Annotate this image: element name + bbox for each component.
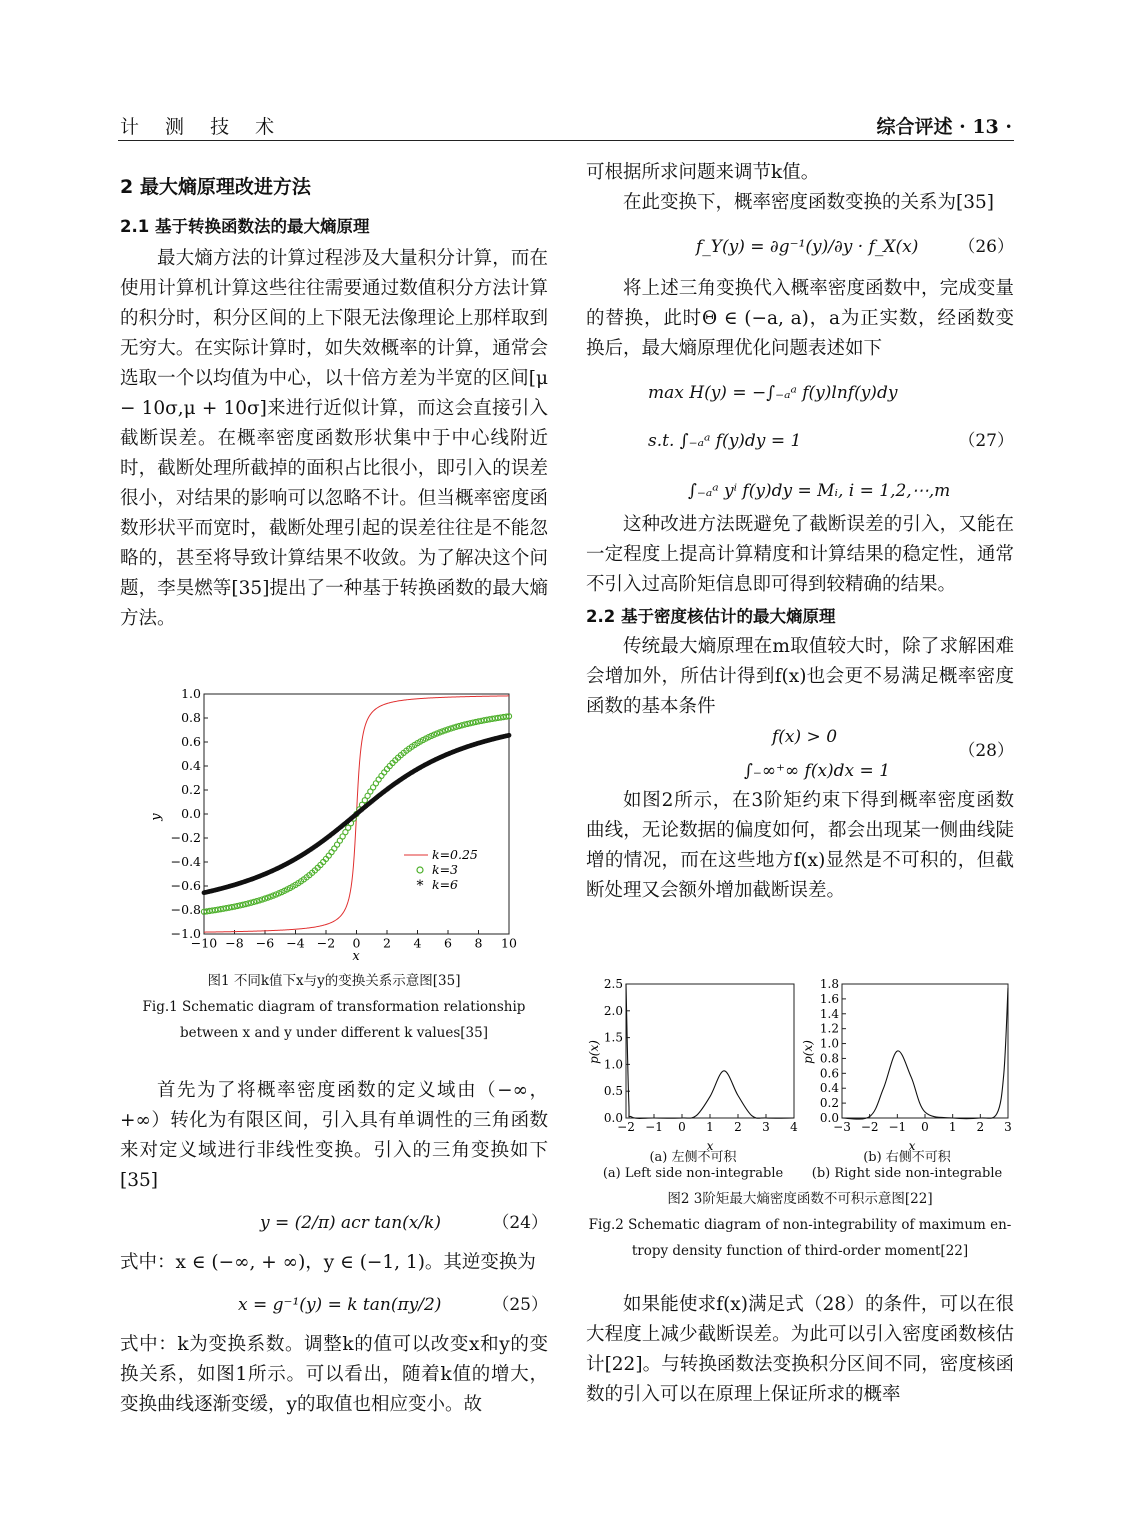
equation-26-number: （26） [958, 237, 1014, 257]
equation-27-constraint-2: ∫₋ₐᵃ yⁱ f(y)dy = Mᵢ, i = 1,2,⋯,m [688, 481, 951, 501]
fig1-caption-cn: 图1 不同k值下x与y的变换关系示意图[35] [207, 973, 461, 989]
y-tick-label: 2.5 [603, 977, 623, 991]
x-tick-label: 6 [444, 935, 452, 951]
y-tick-label: 0.6 [819, 1066, 839, 1081]
figure-1-caption [120, 968, 548, 1046]
legend-label: k=3 [432, 862, 459, 877]
fig2-caption-cn: 图2 3阶矩最大熵密度函数不可积示意图[22] [667, 1191, 933, 1207]
equation-28-positivity: f(x) > 0 [772, 727, 838, 747]
equation-25-number: （25） [492, 1295, 548, 1315]
x-tick-label: −8 [225, 935, 244, 951]
section-page-number: 综合评述 · 13 · [876, 116, 1012, 138]
journal-name: 计 测 技 术 [120, 116, 285, 138]
fig2b-subcaption-cn: (b) 右侧不可积 [863, 1150, 951, 1165]
fig2a-subcaption [586, 1150, 800, 1182]
paragraph-4: 式中：k为变换系数。调整k的值可以改变x和y的变换关系，如图1所示。可以看出，随着k值的增大，变换曲线逐渐变缓，y的取值也相应变小。故 [120, 1334, 548, 1415]
right-column-top [586, 158, 1014, 906]
y-tick-label: 0.5 [603, 1084, 623, 1099]
equation-27-constraint-1: s.t. ∫₋ₐᵃ f(y)dy = 1 [648, 431, 802, 451]
y-tick-label: 0.6 [181, 734, 201, 749]
section-heading-2: 2 最大熵原理改进方法 [120, 176, 311, 198]
fig2b-subcaption [800, 1150, 1014, 1182]
x-tick-label: 8 [474, 935, 483, 951]
legend-swatch: * [416, 878, 424, 894]
x-tick-label: −2 [617, 1120, 635, 1134]
paragraph-3: 式中：x ∈ (−∞, + ∞)，y ∈ (−1, 1)。其逆变换为 [120, 1252, 536, 1273]
x-tick-label: −6 [255, 935, 275, 951]
fig1-ylabel: y [149, 813, 164, 821]
y-tick-label: 0.0 [603, 1111, 623, 1125]
x-tick-label: 1 [948, 1120, 957, 1134]
legend-label: k=0.25 [432, 847, 478, 862]
fig2-caption-en-1: Fig.2 Schematic diagram of non-integrability of maximum en- [588, 1217, 1012, 1233]
legend-label: k=6 [432, 877, 459, 892]
data-point-k=6 [507, 733, 512, 738]
fig2a-subcaption-en: (a) Left side non-integrable [602, 1166, 784, 1181]
y-tick-label: −1.0 [170, 926, 201, 941]
x-tick-label: −1 [645, 1120, 663, 1134]
paragraph-10: 如图2所示，在3阶矩约束下得到概率密度函数曲线，无论数据的偏度如何，都会出现某一侧曲线陡增的情况，而在这些地方f(x)显然是不可积的，但截断处理又会额外增加截断误差。 [586, 790, 1014, 901]
x-tick-label: 1 [706, 1120, 714, 1134]
y-tick-label: −0.6 [170, 878, 201, 893]
y-tick-label: −0.2 [170, 830, 201, 845]
equation-24-number: （24） [492, 1213, 548, 1233]
x-tick-label: 0 [921, 1120, 929, 1134]
left-column-top [120, 172, 548, 634]
y-tick-label: 0.0 [181, 806, 201, 821]
figure-2b-chart [800, 972, 1014, 1162]
y-tick-label: 1.0 [819, 1036, 839, 1051]
y-tick-label: 0.4 [181, 758, 201, 773]
paragraph-2: 首先为了将概率密度函数的定义域由（−∞，+∞）转化为有限区间，引入具有单调性的三角函数来对定义域进行非线性变换。引入的三角变换如下[35] [120, 1080, 548, 1191]
x-tick-label: −2 [860, 1120, 879, 1134]
equation-27-block [586, 364, 1014, 510]
figure-1-chart [140, 682, 520, 964]
y-tick-label: 1.8 [819, 977, 839, 991]
equation-27-number: （27） [958, 431, 1014, 451]
paragraph-7: 将上述三角变换代入概率密度函数中，完成变量的替换，此时Θ ∈ (−a, a)，a为正实数，经函数变换后，最大熵原理优化问题表述如下 [586, 278, 1014, 359]
equation-25-row [120, 1278, 548, 1330]
paragraph-1: 最大熵方法的计算过程涉及大量积分计算，而在使用计算机计算这些往往需要通过数值积分方法计算的积分时，积分区间的上下限无法像理论上那样取到无穷大。在实际计算时，如失效概率的计算，通常会选取一个以均值为中心，以十倍方差为半宽的区间[μ − 10σ,μ + 10σ]来进行近似计算，而这会直接引入截断误差。在概率密度函数形状集中于中心线附近时，截断处理所截掉的面积占比很小，即引入的误差很小，对结果的影响可以忽略不计。但当概率密度函数形状平而宽时，截断处理引起的误差往往是不能忽略的，甚至将导致计算结果不收敛。为了解决这个问题，李昊燃等[35]提出了一种基于转换函数的最大熵方法。 [120, 248, 548, 629]
fig2a-ylabel: p(x) [587, 1040, 601, 1064]
equation-28-block [586, 722, 1014, 786]
y-tick-label: −0.8 [170, 902, 201, 917]
y-tick-label: −0.4 [170, 854, 201, 869]
fig1-xlabel: x [352, 949, 360, 964]
y-tick-label: 1.0 [181, 686, 201, 701]
x-tick-label: 3 [1004, 1120, 1012, 1134]
fig2a-plot-frame [626, 984, 794, 1118]
y-tick-label: 2.0 [603, 1003, 623, 1018]
equation-24-row [120, 1196, 548, 1248]
y-tick-label: 0.8 [819, 1051, 839, 1066]
x-tick-label: −4 [286, 935, 305, 951]
equation-26: f_Y(y) = ∂g⁻¹(y)/∂y · f_X(x) [696, 237, 919, 257]
x-tick-label: 2 [976, 1120, 985, 1134]
paragraph-9: 传统最大熵原理在m取值较大时，除了求解困难会增加外，所估计得到f(x)也会更不易满足概率密度函数的基本条件 [586, 636, 1014, 717]
paragraph-6: 在此变换下，概率密度函数变换的关系为[35] [623, 192, 994, 213]
x-tick-label: 4 [790, 1120, 798, 1134]
x-tick-label: 2 [383, 935, 391, 951]
figure-2-caption [586, 1186, 1014, 1264]
fig1-caption-en-1: Fig.1 Schematic diagram of transformation relationship [142, 999, 526, 1015]
x-tick-label: −1 [888, 1120, 907, 1134]
section-heading-2-2: 2.2 基于密度核估计的最大熵原理 [586, 607, 836, 626]
x-tick-label: 4 [413, 935, 422, 951]
equation-25: x = g⁻¹(y) = k tan(πy/2) [238, 1295, 442, 1315]
paragraph-8: 这种改进方法既避免了截断误差的引入，又能在一定程度上提高计算精度和计算结果的稳定性，通常不引入过高阶矩信息即可得到较精确的结果。 [586, 514, 1014, 595]
right-column-bottom [586, 1290, 1014, 1410]
y-tick-label: 1.6 [819, 991, 839, 1006]
fig2a-subcaption-cn: (a) 左侧不可积 [649, 1150, 737, 1165]
x-tick-label: −2 [316, 935, 336, 951]
figure-2a-chart [586, 972, 800, 1162]
x-tick-label: −10 [190, 935, 218, 951]
header-rule [118, 140, 1014, 141]
x-tick-label: 0 [678, 1120, 686, 1134]
fig2b-subcaption-en: (b) Right side non-integrable [811, 1166, 1003, 1181]
fig2b-xlabel: x [908, 1139, 916, 1153]
y-tick-label: 0.0 [819, 1111, 839, 1125]
x-tick-label: 0 [352, 935, 361, 951]
y-tick-label: 1.5 [603, 1030, 623, 1045]
x-tick-label: 2 [734, 1120, 742, 1134]
equation-27-objective: max H(y) = −∫₋ₐᵃ f(y)lnf(y)dy [648, 383, 898, 403]
x-tick-label: −3 [833, 1120, 851, 1134]
fig2a-xlabel: x [706, 1139, 714, 1153]
section-heading-2-1: 2.1 基于转换函数法的最大熵原理 [120, 217, 370, 236]
equation-24: y = (2/π) acr tan(x/k) [260, 1213, 442, 1233]
y-tick-label: 1.0 [603, 1057, 623, 1072]
y-tick-label: 0.4 [819, 1081, 839, 1096]
equation-28-normalization: ∫₋∞⁺∞ f(x)dx = 1 [744, 761, 891, 781]
y-tick-label: 0.2 [819, 1096, 839, 1111]
equation-26-row [586, 218, 1014, 274]
fig2b-ylabel: p(x) [801, 1040, 815, 1064]
paragraph-11: 如果能使求f(x)满足式（28）的条件，可以在很大程度上减少截断误差。为此可以引入密度函数核估计[22]。与转换函数法变换积分区间不同，密度核函数的引入可以在原理上保证所求的概率 [586, 1294, 1014, 1405]
y-tick-label: 0.8 [181, 710, 201, 725]
fig2b-plot-frame [842, 984, 1008, 1118]
y-tick-label: 1.2 [819, 1021, 839, 1036]
y-tick-label: 0.2 [181, 782, 201, 797]
y-tick-label: 1.4 [819, 1006, 839, 1021]
x-tick-label: 10 [501, 935, 517, 951]
equation-28-number: （28） [958, 741, 1014, 761]
paragraph-5: 可根据所求问题来调节k值。 [586, 162, 820, 183]
fig1-caption-en-2: between x and y under different k values[35] [179, 1025, 489, 1041]
fig2-caption-en-2: tropy density function of third-order moment[22] [631, 1243, 969, 1259]
left-column-bottom [120, 1076, 548, 1420]
x-tick-label: 3 [762, 1120, 770, 1134]
